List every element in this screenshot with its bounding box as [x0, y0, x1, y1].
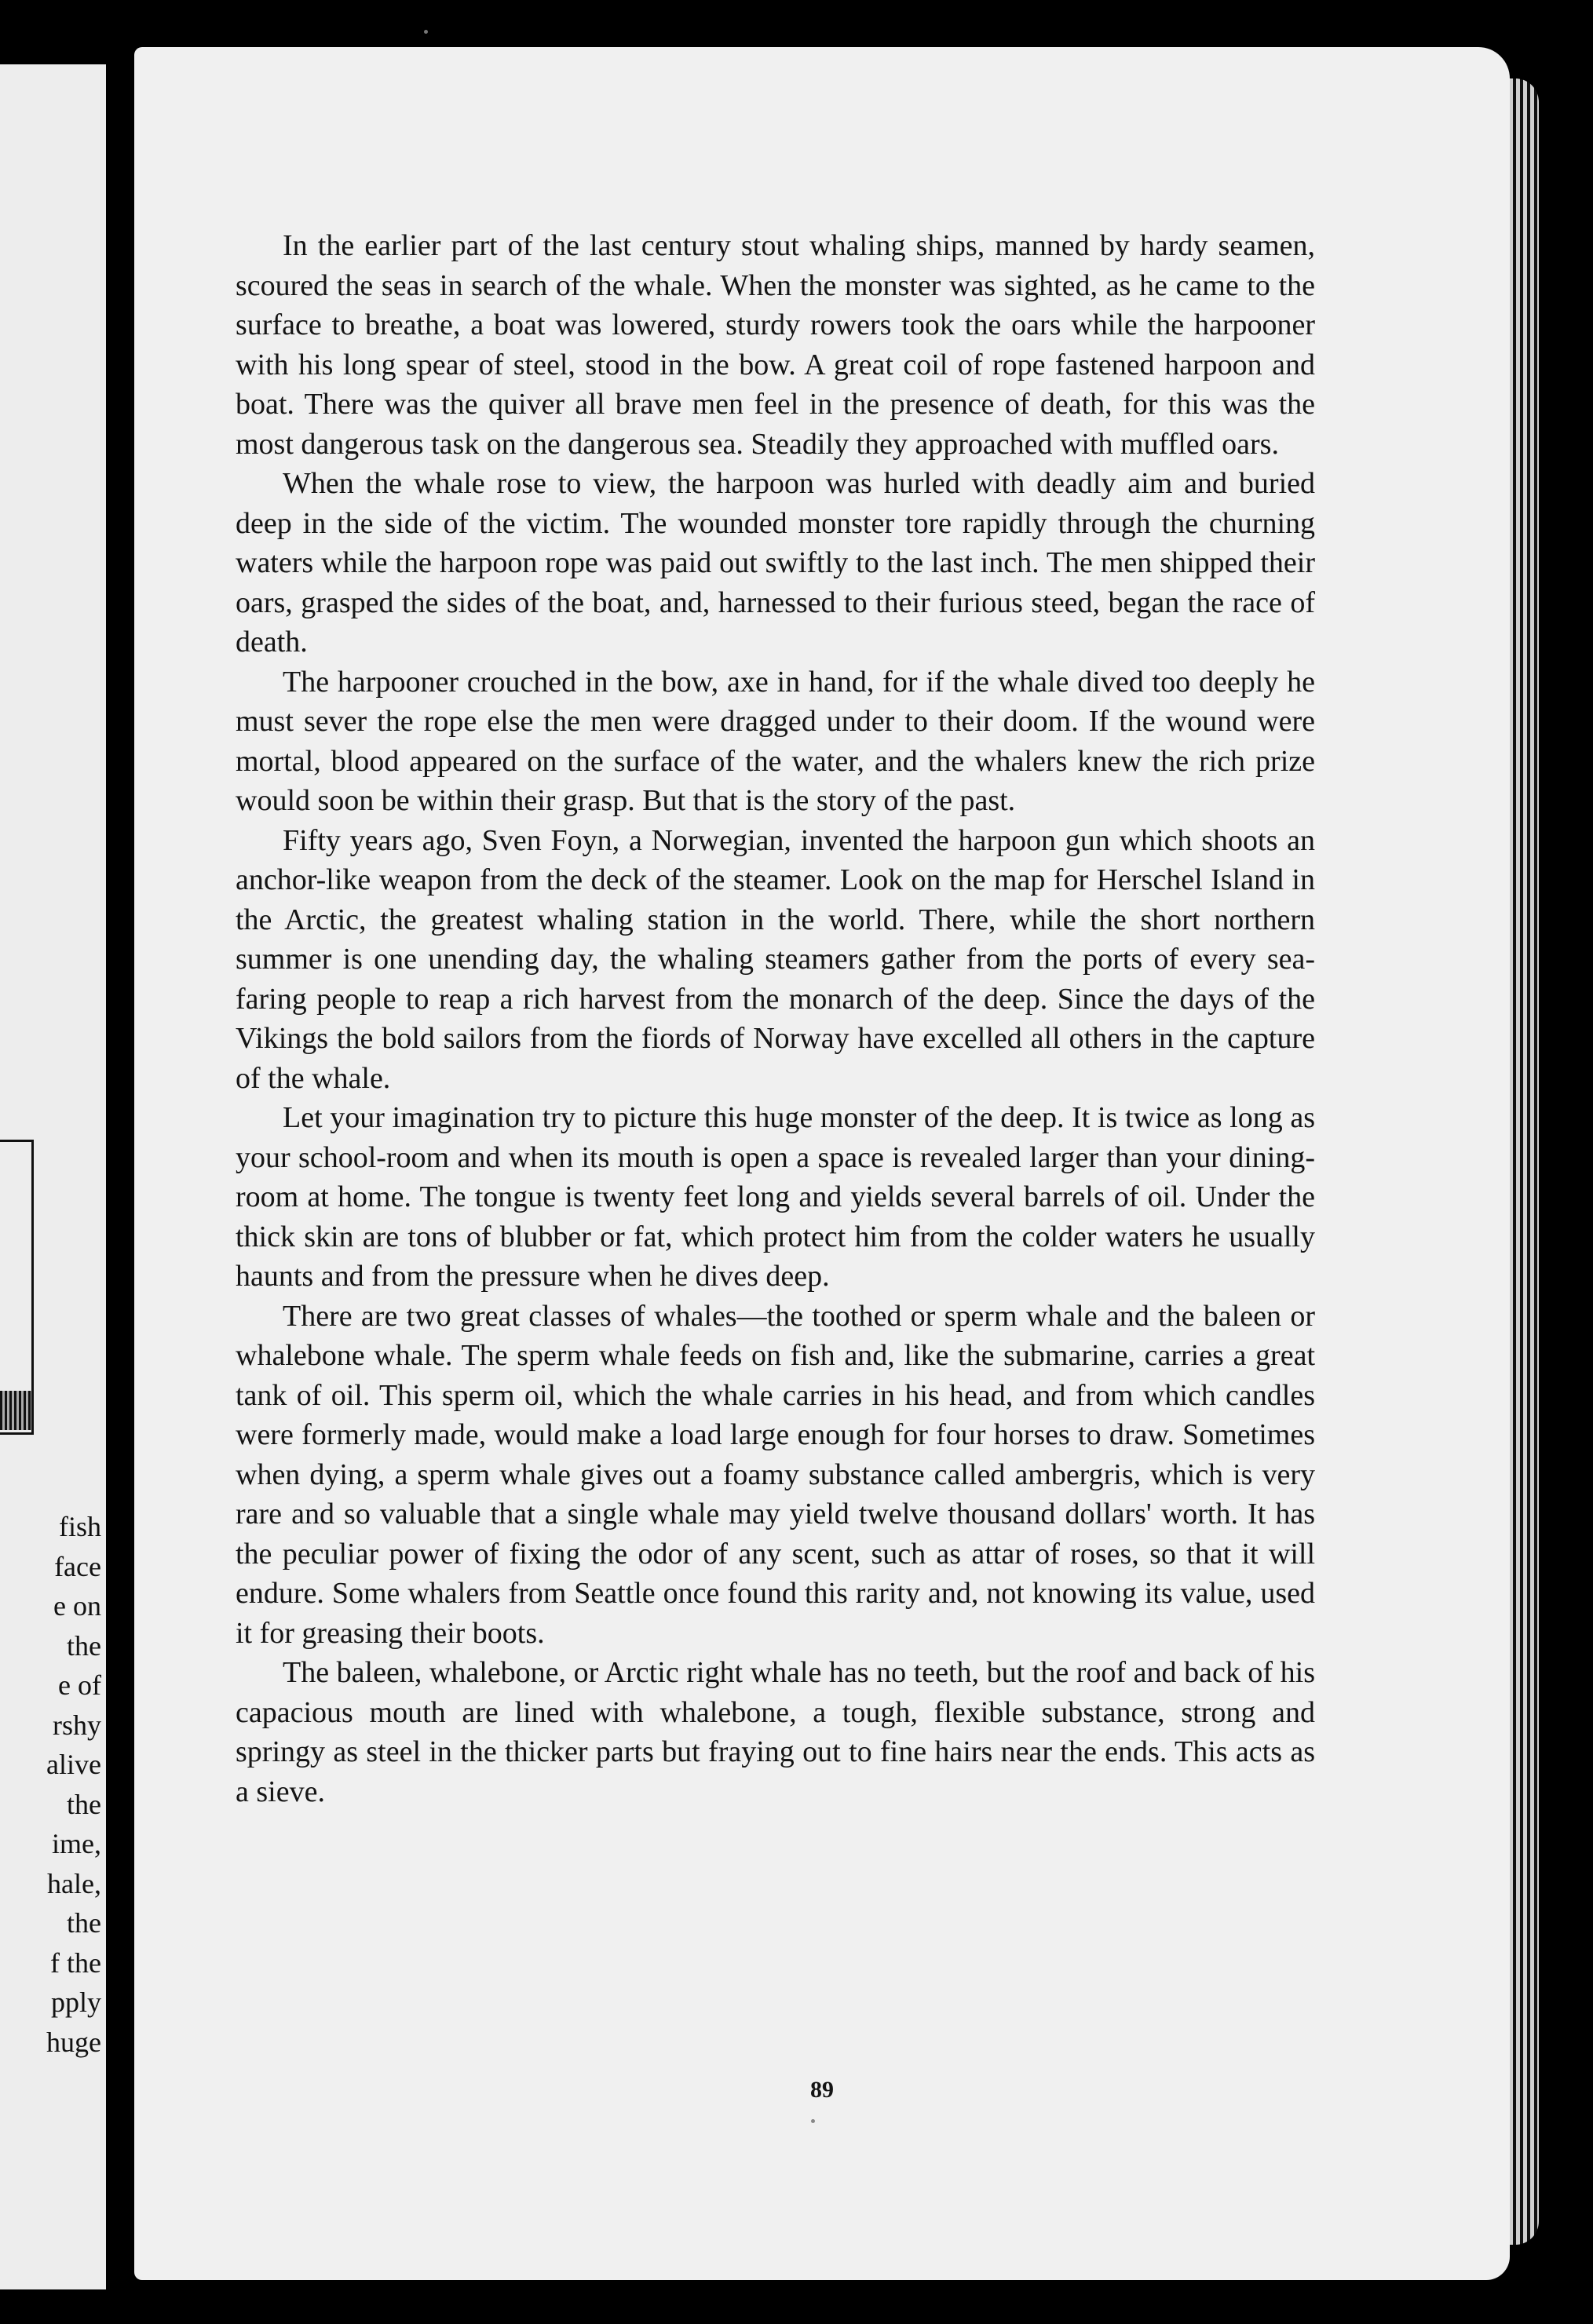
text-fragment: hale,: [47, 1867, 101, 1899]
body-text: [236, 226, 1315, 1811]
text-fragment: the: [67, 1907, 101, 1939]
facing-page-text: [46, 1507, 101, 2062]
text-fragment: huge: [46, 2026, 101, 2058]
text-fragment: rshy: [53, 1709, 101, 1741]
paragraph: In the earlier part of the last century stout whaling ships, manned by hardy seamen, scoured the seas in search of the whale. When the monster was sighted, as he came to the surface to breathe, a boat was lowered, sturdy rowers took the oars while the harpooner with his long spear of steel, stood in the bow. A great coil of rope fastened harpoon and boat. There was the quiver all brave men feel in the presence of death, for this was the most dangerous task on the dangerous sea. Steadily they approached with muffled oars.: [236, 229, 1315, 461]
scan-speck: [424, 30, 428, 34]
text-fragment: the: [67, 1629, 101, 1662]
text-fragment: alive: [46, 1749, 101, 1780]
text-fragment: f the: [50, 1946, 101, 1979]
text-fragment: fish: [59, 1511, 101, 1542]
text-fragment: the: [67, 1788, 101, 1820]
paragraph: Let your imagination try to picture this huge monster of the deep. It is twice as long as your school-room and when its mouth is open a space is revealed larger than your dining-room at home. The tongue is twenty feet long and yields several barrels of oil. Under the thick skin are tons of blubber or fat, which protect him from the colder waters he usually haunts and from the pressure when he dives deep.: [236, 1101, 1315, 1293]
text-fragment: e on: [53, 1590, 101, 1622]
facing-page: [0, 64, 106, 2289]
main-page: [134, 47, 1510, 2280]
illustration-fragment: [0, 1391, 31, 1430]
text-fragment: pply: [50, 1987, 101, 2018]
paragraph: When the whale rose to view, the harpoon was hurled with deadly aim and buried deep in the side of the victim. The wounded monster tore rapidly through the churning waters while the harpoon rope was paid out swiftly to the last inch. The men shipped their oars, grasped the sides of the boat, and, harnessed to their furious steed, began the race of death.: [236, 467, 1315, 659]
paragraph: Fifty years ago, Sven Foyn, a Norwegian, invented the harpoon gun which shoots an anchor-like weapon from the deck of the steamer. Look on the map for Herschel Island in the Arctic, the greatest whaling station in the world. There, while the short northern summer is one unending day, the whaling steamers gather from the ports of every sea-faring people to reap a rich harvest from the monarch of the deep. Since the days of the Vikings the bold sailors from the fiords of Norway have excelled all others in the capture of the whale.: [236, 823, 1315, 1095]
text-fragment: ime,: [52, 1828, 101, 1859]
page-number: 89: [810, 2077, 834, 2103]
paragraph: The baleen, whalebone, or Arctic right whale has no teeth, but the roof and back of his capacious mouth are lined with whalebone, a tough, flexible substance, strong and springy as steel in the thicker parts but fraying out to fine hairs near the ends. This acts as a sieve.: [236, 1656, 1315, 1808]
scan-speck: [811, 2119, 815, 2123]
book-gutter: [106, 55, 134, 2308]
text-fragment: face: [54, 1550, 101, 1582]
paragraph: The harpooner crouched in the bow, axe in hand, for if the whale dived too deeply he must sever the rope else the men were dragged under to their doom. If the wound were mortal, blood appeared on the surface of the water, and the whalers knew the rich prize would soon be within their grasp. But that is the story of the past.: [236, 665, 1315, 817]
paragraph: There are two great classes of whales—the toothed or sperm whale and the baleen or whalebone whale. The sperm whale feeds on fish and, like the submarine, carries a great tank of oil. This sperm oil, which the whale carries in his head, and from which candles were formerly made, would make a load large enough for four horses to draw. Sometimes when dying, a sperm whale gives out a foamy substance called ambergris, which is very rare and so valuable that a single whale may yield twelve thousand dollars' worth. It has the peculiar power of fixing the odor of any scent, such as attar of roses, so that it will endure. Some whalers from Seattle once found this rarity and, not knowing its value, used it for greasing their boots.: [236, 1299, 1315, 1650]
text-fragment: e of: [58, 1669, 101, 1701]
